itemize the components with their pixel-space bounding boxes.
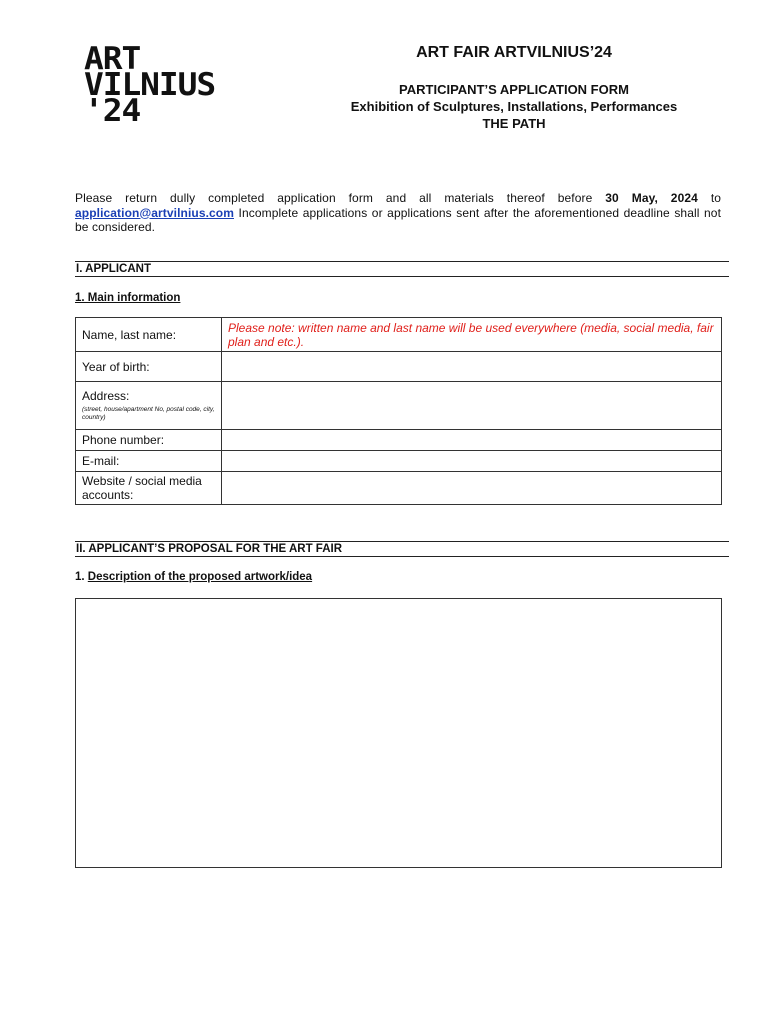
logo-line-art: ART: [84, 41, 141, 77]
intro-text-start: Please return dully completed application form and all materials thereof before: [75, 191, 593, 205]
section-proposal-heading: II. APPLICANT’S PROPOSAL FOR THE ART FAIR: [75, 541, 729, 557]
table-row: [76, 430, 722, 451]
artwork-description-field[interactable]: [75, 598, 722, 868]
website-label: Website / social media accounts:: [76, 472, 222, 505]
website-field[interactable]: [222, 472, 722, 505]
exhibition-theme: THE PATH: [482, 116, 546, 131]
table-row: [76, 451, 722, 472]
description-heading-number: 1.: [75, 571, 85, 583]
phone-label: Phone number:: [76, 430, 222, 451]
form-name: PARTICIPANT’S APPLICATION FORM: [399, 82, 629, 97]
description-heading: [75, 571, 312, 583]
table-row: [76, 352, 722, 382]
address-label: [76, 382, 222, 430]
address-hint: (street, house/apartment No, postal code, city, country): [82, 406, 215, 421]
table-row: [76, 382, 722, 430]
address-label-text: Address:: [82, 389, 130, 403]
description-heading-text: Description of the proposed artwork/idea: [87, 571, 313, 583]
email-label: E-mail:: [76, 451, 222, 472]
intro-paragraph: [75, 191, 721, 235]
intro-text-to: to: [710, 191, 722, 205]
art-vilnius-logo: [84, 41, 216, 129]
exhibition-name: Exhibition of Sculptures, Installations, Performances: [350, 99, 678, 114]
main-information-heading: 1. Main information: [75, 292, 181, 304]
logo-line-vilnius: VILNIUS: [84, 67, 216, 103]
logo-line-year: '24: [84, 93, 141, 129]
year-of-birth-label: Year of birth:: [76, 352, 222, 382]
phone-field[interactable]: [222, 430, 722, 451]
intro-text-end: Incomplete applications or applications sent after the aforementioned deadline shall not be considered.: [75, 205, 722, 234]
table-row: [76, 472, 722, 505]
deadline-date: 30 May, 2024: [605, 191, 698, 205]
table-row: [76, 318, 722, 352]
email-field[interactable]: [222, 451, 722, 472]
fair-title: ART FAIR ARTVILNIUS’24: [416, 44, 612, 61]
year-of-birth-field[interactable]: [222, 352, 722, 382]
application-email-link[interactable]: application@artvilnius.com: [75, 205, 234, 220]
name-field[interactable]: Please note: written name and last name will be used everywhere (media, social media, fair plan and etc.).: [222, 318, 722, 352]
name-label: Name, last name:: [76, 318, 222, 352]
section-applicant-heading: I. APPLICANT: [75, 261, 729, 277]
main-information-table: [75, 317, 722, 505]
address-field[interactable]: [222, 382, 722, 430]
